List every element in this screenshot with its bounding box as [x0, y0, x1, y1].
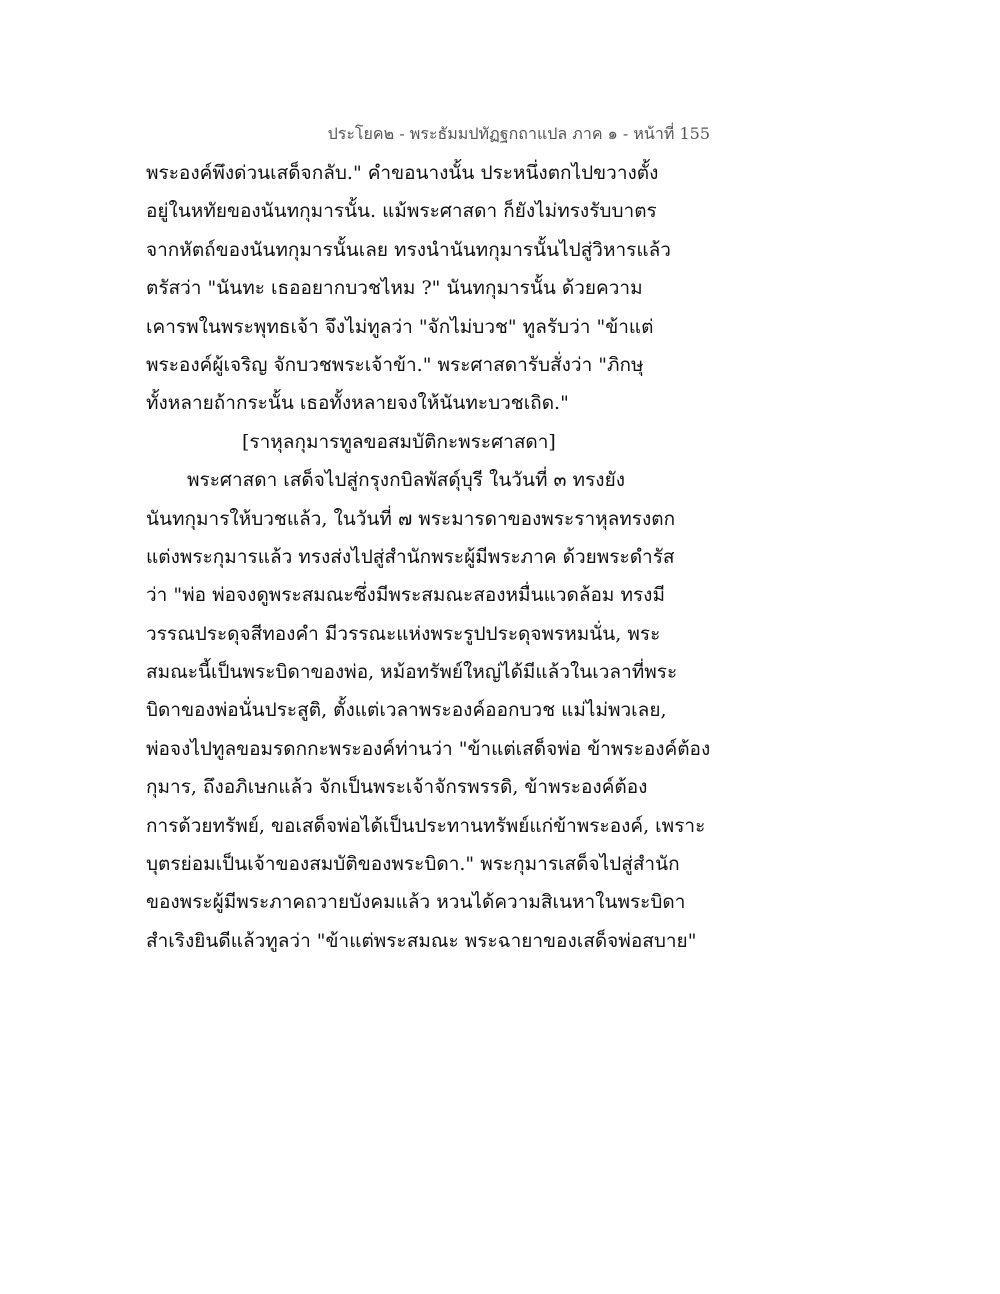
text-line: บิดาของพ่อนั่นประสูติ, ตั้งแต่เวลาพระองค์ออกบวช แม่ไม่พวเลย,: [146, 699, 667, 722]
text-line: บุตรย่อมเป็นเจ้าของสมบัติของพระบิดา." พระกุมารเสด็จไปสู่สำนัก: [146, 853, 680, 876]
text-line: อยู่ในหทัยของนันทกุมารนั้น. แม้พระศาสดา ก็ยังไม่ทรงรับบาตร: [146, 200, 657, 223]
text-line: ตรัสว่า "นันทะ เธออยากบวชไหม ?" นันทกุมารนั้น ด้วยความ: [146, 277, 643, 300]
text-line: พ่อจงไปทูลขอมรดกกะพระองค์ท่านว่า "ข้าแต่เสด็จพ่อ ข้าพระองค์ต้อง: [146, 737, 711, 760]
text-line: ทั้งหลายถ้ากระนั้น เธอทั้งหลายจงให้นันทะบวชเถิด.": [146, 392, 569, 415]
text-line: ของพระผู้มีพระภาคถวายบังคมแล้ว หวนได้ความสิเนหาในพระบิดา: [146, 891, 686, 914]
text-line: แต่งพระกุมารแล้ว ทรงส่งไปสู่สำนักพระผู้มีพระภาค ด้วยพระดำรัส: [146, 545, 675, 568]
text-line: การด้วยทรัพย์, ขอเสด็จพ่อได้เป็นประทานทรัพย์แก่ข้าพระองค์, เพราะ: [146, 814, 706, 837]
text-line: กุมาร, ถึงอภิเษกแล้ว จักเป็นพระเจ้าจักรพรรดิ, ข้าพระองค์ต้อง: [146, 776, 648, 799]
text-line: สำเริงยินดีแล้วทูลว่า "ข้าแต่พระสมณะ พระฉายาของเสด็จพ่อสบาย": [146, 929, 697, 952]
text-line: พระองค์ผู้เจริญ จักบวชพระเจ้าข้า." พระศาสดารับสั่งว่า "ภิกษุ: [146, 353, 644, 376]
body-text: [146, 154, 746, 960]
text-line: นันทกุมารให้บวชแล้ว, ในวันที่ ๗ พระมารดาของพระราหุลทรงตก: [146, 507, 676, 530]
text-line: พระองค์พึงด่วนเสด็จกลับ." คำขอนางนั้น ประหนึ่งตกไปขวางตั้ง: [146, 162, 659, 184]
text-line: สมณะนี้เป็นพระบิดาของพ่อ, หม้อทรัพย์ใหญ่ได้มีแล้วในเวลาที่พระ: [146, 661, 678, 684]
text-line: เคารพในพระพุทธเจ้า จึงไม่ทูลว่า "จักไม่บวช" ทูลรับว่า "ข้าแต่: [146, 315, 654, 338]
running-header: ประโยค๒ - พระธัมมปทัฏฐกถาแปล ภาค ๑ - หน้าที่ 155: [327, 124, 710, 143]
text-line: พระศาสดา เสด็จไปสู่กรุงกบิลพัสดุ์บุรี ในวันที่ ๓ ทรงยัง: [187, 469, 625, 492]
text-line: วรรณประดุจสีทองคำ มีวรรณะแห่งพระรูปประดุจพรหมนั่น, พระ: [146, 622, 661, 645]
text-line: จากหัตถ์ของนันทกุมารนั้นเลย ทรงนำนันทกุมารนั้นไปสู่วิหารแล้ว: [146, 238, 671, 261]
text-line: ว่า "พ่อ พ่อจงดูพระสมณะซึ่งมีพระสมณะสองหมื่นแวดล้อม ทรงมี: [146, 584, 665, 607]
section-heading: [ราหุลกุมารทูลขอสมบัติกะพระศาสดา]: [242, 430, 556, 453]
